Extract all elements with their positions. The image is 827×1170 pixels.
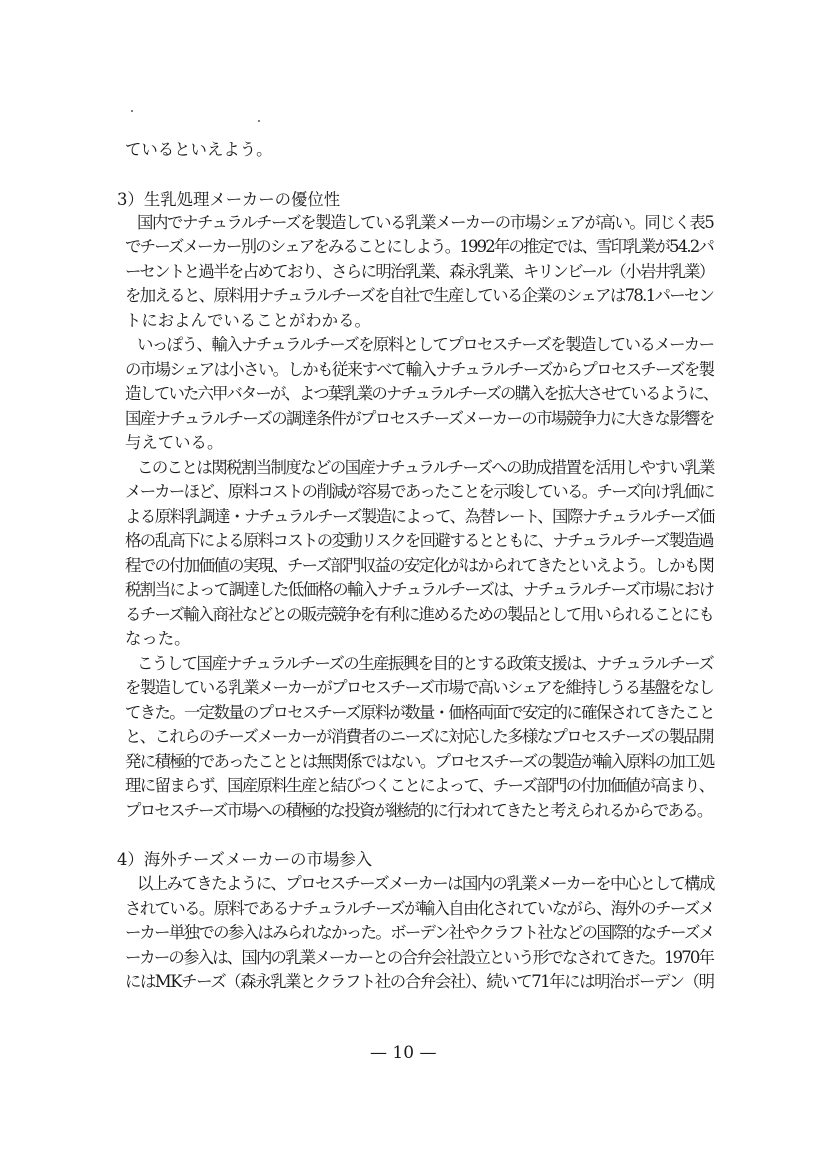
scan-speck — [131, 110, 133, 112]
text-line: るチーズ輸入商社などとの販売競争を有利に進めるための製品として用いられることにも — [125, 605, 714, 624]
text-line: の市場シェアは小さい。しかも従来すべて輸入ナチュラルチーズからプロセスチーズを製 — [125, 360, 714, 379]
text-line: 格の乱高下による原料コストの変動リスクを回避するとともに、ナチュラルチーズ製造過 — [125, 531, 713, 550]
page-number: — 10 — — [370, 1043, 437, 1063]
text-line: でチーズメーカー別のシェアをみることにしよう。1992年の推定では、雪印乳業が54.2パ — [125, 237, 713, 256]
text-line: 国内でナチュラルチーズを製造している乳業メーカーの市場シェアが高い。同じく表5 — [137, 213, 714, 232]
text-line: メーカーほど、原料コストの削減が容易であったことを示唆している。チーズ向け乳価に — [125, 482, 714, 501]
text-line: 国産ナチュラルチーズの調達条件がプロセスチーズメーカーの市場競争力に大きな影響を — [125, 409, 714, 428]
text-line: 造していた六甲バターが、よつ葉乳業のナチュラルチーズの購入を拡大させているように、 — [125, 384, 718, 403]
text-line: 発に積極的であったこととは無関係ではない。プロセスチーズの製造が輸入原料の加工処 — [125, 752, 714, 771]
text-line: と、これらのチーズメーカーが消費者のニーズに対応した多様なプロセスチーズの製品開 — [125, 727, 713, 746]
text-line: なった。 — [125, 629, 191, 648]
text-line: 税割当によって調達した低価格の輸入ナチュラルチーズは、ナチュラルチーズ市場におけ — [125, 580, 714, 599]
section-heading: 4）海外チーズメーカーの市場参入 — [117, 850, 373, 869]
text-line: いっぽう、輸入ナチュラルチーズを原料としてプロセスチーズを製造しているメーカー — [137, 335, 714, 354]
text-line: トにおよんでいることがわかる。 — [125, 311, 371, 330]
text-line: てきた。一定数量のプロセスチーズ原料が数量・価格両面で安定的に確保されてきたこと — [125, 703, 714, 722]
section-heading: 3）生乳処理メーカーの優位性 — [117, 190, 341, 209]
text-line: にはMKチーズ（森永乳業とクラフト社の合弁会社）、続いて71年には明治ボーデン（明 — [125, 972, 714, 991]
text-line: よる原料乳調達・ナチュラルチーズ製造によって、為替レート、国際ナチュラルチーズ価 — [125, 507, 714, 526]
text-line: このことは関税割当制度などの国産ナチュラルチーズへの助成措置を活用しやすい乳業 — [137, 458, 714, 477]
scan-speck — [258, 120, 260, 122]
text-line: ーカー単独での参入はみられなかった。ボーデン社やクラフト社などの国際的なチーズメ — [125, 923, 714, 942]
text-line: ーカーの参入は、国内の乳業メーカーとの合弁会社設立という形でなされてきた。1970年 — [125, 948, 714, 967]
text-line: こうして国産ナチュラルチーズの生産振興を目的とする政策支援は、ナチュラルチーズ — [137, 654, 714, 673]
text-line: 与えている。 — [125, 433, 224, 452]
text-line: ているといえよう。 — [125, 140, 273, 159]
text-line: されている。原料であるナチュラルチーズが輸入自由化されていながら、海外のチーズメ — [125, 899, 714, 918]
text-line: を製造している乳業メーカーがプロセスチーズ市場で高いシェアを維持しうる基盤をなし — [125, 678, 714, 697]
text-line: 以上みてきたように、プロセスチーズメーカーは国内の乳業メーカーを中心として構成 — [137, 874, 714, 893]
text-line: を加えると、原料用ナチュラルチーズを自社で生産している企業のシェアは78.1パーセン — [125, 286, 714, 305]
text-line: ーセントと過半を占めており、さらに明治乳業、森永乳業、キリンビール（小岩井乳業） — [125, 262, 714, 281]
text-line: プロセスチーズ市場への積極的な投資が継続的に行われてきたと考えられるからである。 — [125, 801, 712, 820]
text-line: 程での付加価値の実現、チーズ部門収益の安定化がはかられてきたといえよう。しかも関 — [125, 556, 714, 575]
text-line: 理に留まらず、国産原料生産と結びつくことによって、チーズ部門の付加価値が高まり、 — [125, 776, 714, 795]
